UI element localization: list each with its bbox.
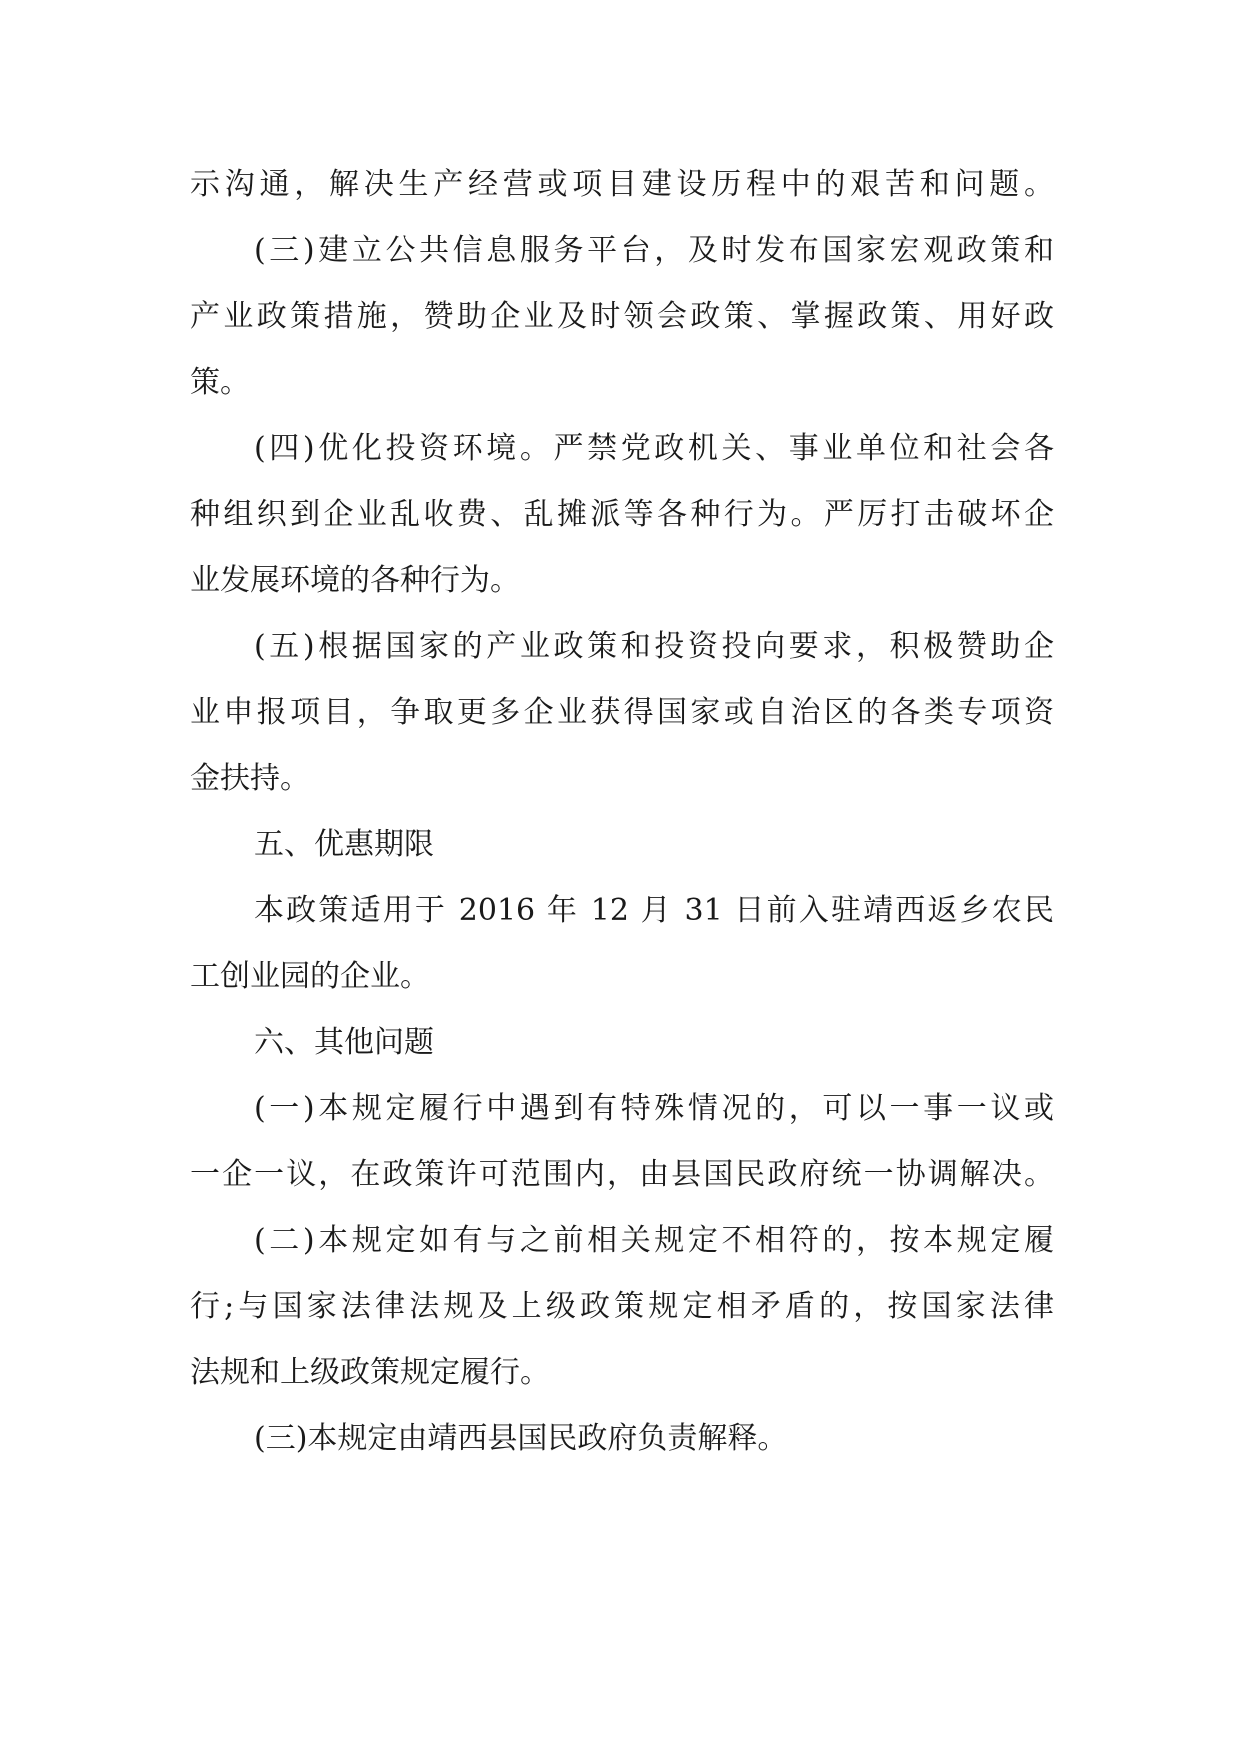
text-line: 一企一议，在政策许可范围内，由县国民政府统一协调解决。: [190, 1157, 1054, 1192]
text-line: 法规和上级政策规定履行。: [190, 1355, 550, 1390]
text-line: 六、其他问题: [254, 1025, 434, 1060]
text-line: 示沟通，解决生产经营或项目建设历程中的艰苦和问题。: [190, 167, 1054, 202]
text-line: (二)本规定如有与之前相关规定不相符的，按本规定履: [254, 1223, 1054, 1258]
text-line: 行;与国家法律法规及上级政策规定相矛盾的，按国家法律: [190, 1289, 1054, 1324]
text-line: (四)优化投资环境。严禁党政机关、事业单位和社会各: [254, 431, 1054, 466]
text-line: 业申报项目，争取更多企业获得国家或自治区的各类专项资: [190, 695, 1054, 730]
text-line: 业发展环境的各种行为。: [190, 563, 520, 598]
text-line: 本政策适用于 2016 年 12 月 31 日前入驻靖西返乡农民: [254, 893, 1054, 928]
text-line: (三)本规定由靖西县国民政府负责解释。: [254, 1421, 788, 1456]
text-line: 种组织到企业乱收费、乱摊派等各种行为。严厉打击破坏企: [190, 497, 1054, 532]
text-line: 工创业园的企业。: [190, 959, 430, 994]
text-line: (五)根据国家的产业政策和投资投向要求，积极赞助企: [254, 629, 1054, 664]
text-line: 产业政策措施，赞助企业及时领会政策、掌握政策、用好政: [190, 299, 1054, 334]
text-line: (三)建立公共信息服务平台，及时发布国家宏观政策和: [254, 233, 1054, 268]
text-line: 金扶持。: [190, 761, 310, 796]
document-body: [190, 152, 1054, 1472]
text-line: 策。: [190, 365, 250, 400]
text-line: 五、优惠期限: [254, 827, 434, 862]
text-line: (一)本规定履行中遇到有特殊情况的，可以一事一议或: [254, 1091, 1054, 1126]
